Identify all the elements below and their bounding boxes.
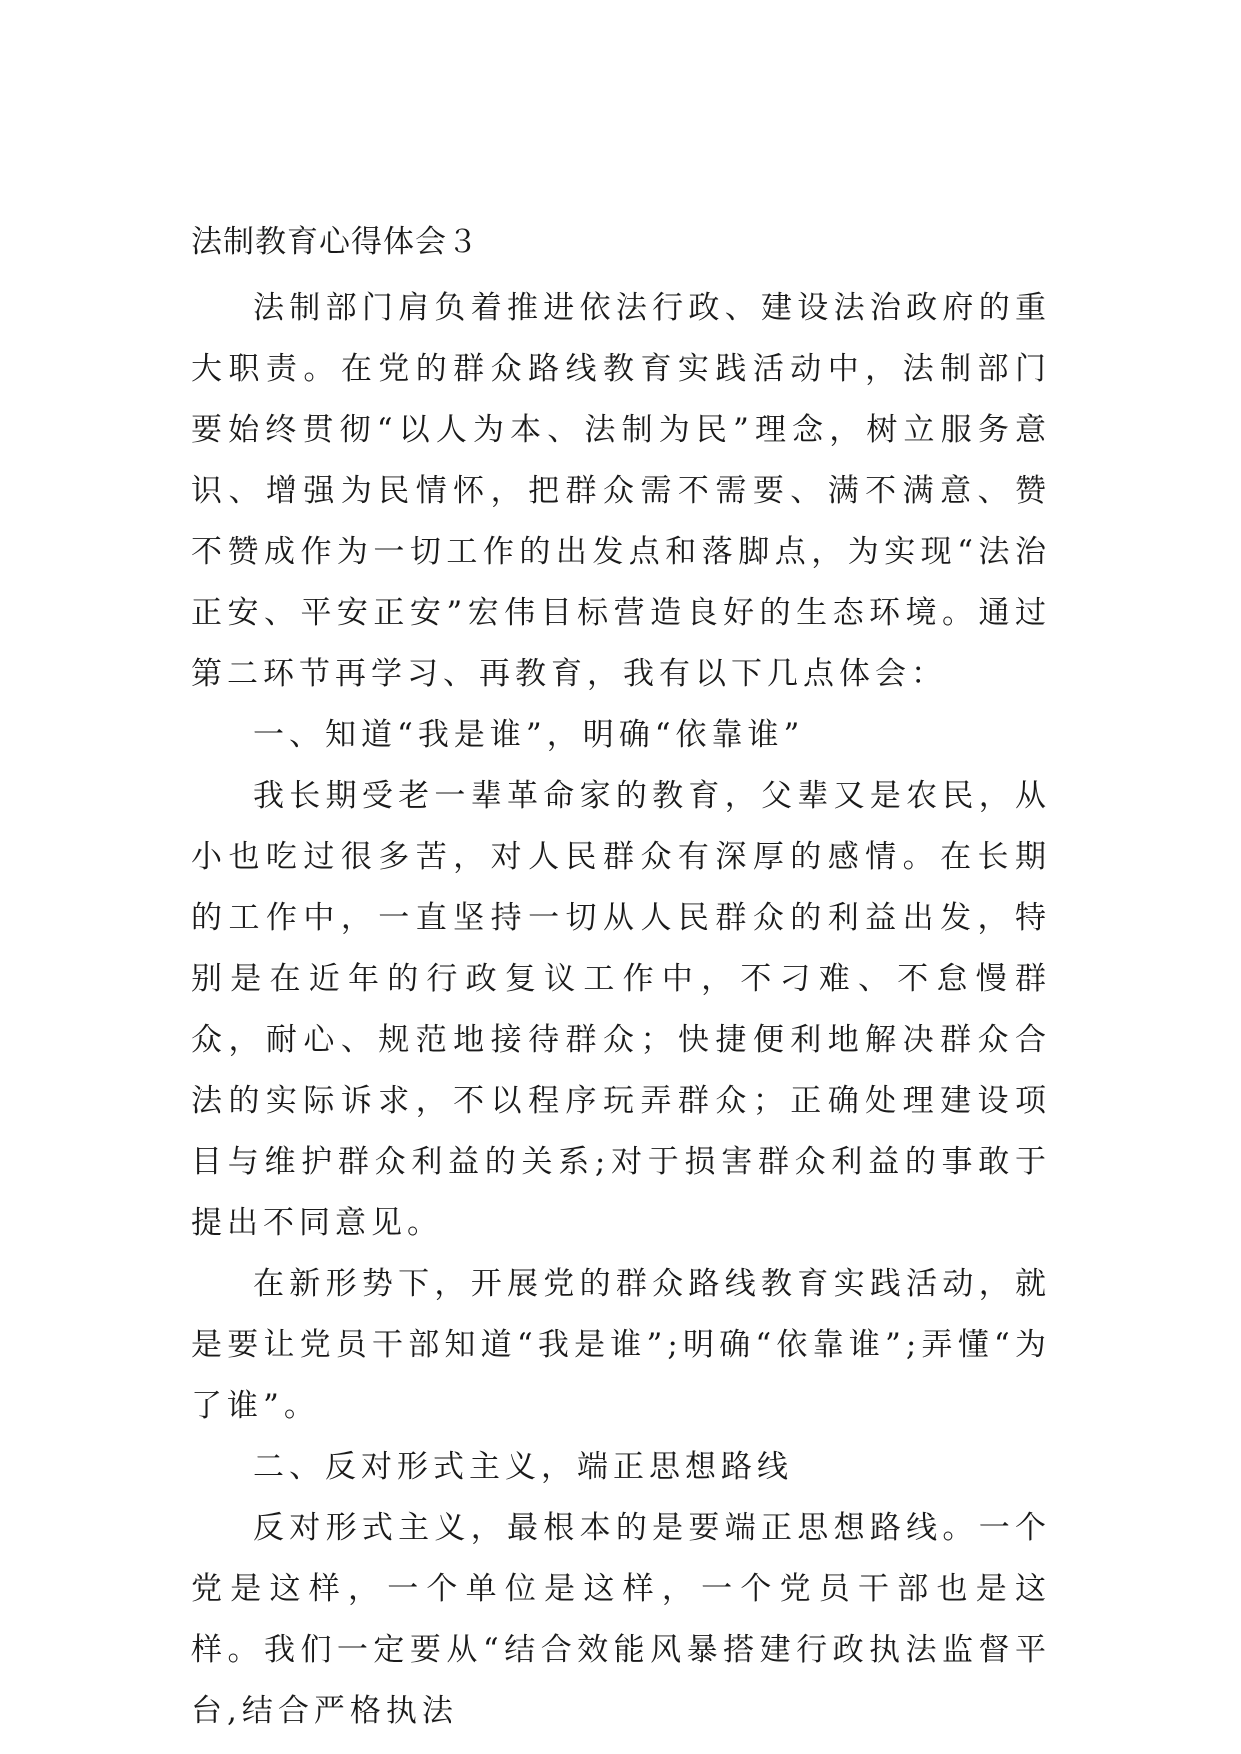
section-1-paragraph-2: 在新形势下，开展党的群众路线教育实践活动，就是要让党员干部知道“我是谁”;明确“依靠谁”;弄懂“为了谁”。 <box>191 1266 1051 1424</box>
document-title: 法制教育心得体会３ <box>191 224 479 260</box>
section-heading-2: 二、反对形式主义，端正思想路线 <box>253 1449 793 1485</box>
section-2-paragraph-1: 反对形式主义，最根本的是要端正思想路线。一个党是这样，一个单位是这样，一个党员干部也是这样。我们一定要从“结合效能风暴搭建行政执法监督平台,结合严格执法 <box>191 1510 1051 1729</box>
intro-paragraph: 法制部门肩负着推进依法行政、建设法治政府的重大职责。在党的群众路线教育实践活动中，法制部门要始终贯彻“以人为本、法制为民”理念，树立服务意识、增强为民情怀，把群众需不需要、满不满意、赞不赞成作为一切工作的出发点和落脚点，为实现“法治正安、平安正安”宏伟目标营造良好的生态环境。通过第二环节再学习、再教育，我有以下几点体会： <box>191 290 1051 692</box>
section-1-paragraph-1: 我长期受老一辈革命家的教育，父辈又是农民，从小也吃过很多苦，对人民群众有深厚的感情。在长期的工作中，一直坚持一切从人民群众的利益出发，特别是在近年的行政复议工作中，不刁难、不怠慢群众，耐心、规范地接待群众；快捷便利地解决群众合法的实际诉求，不以程序玩弄群众；正确处理建设项目与维护群众利益的关系;对于损害群众利益的事敢于提出不同意见。 <box>191 778 1051 1241</box>
document-body <box>191 278 1051 1742</box>
section-heading-1: 一、知道“我是谁”，明确“依靠谁” <box>253 717 805 753</box>
